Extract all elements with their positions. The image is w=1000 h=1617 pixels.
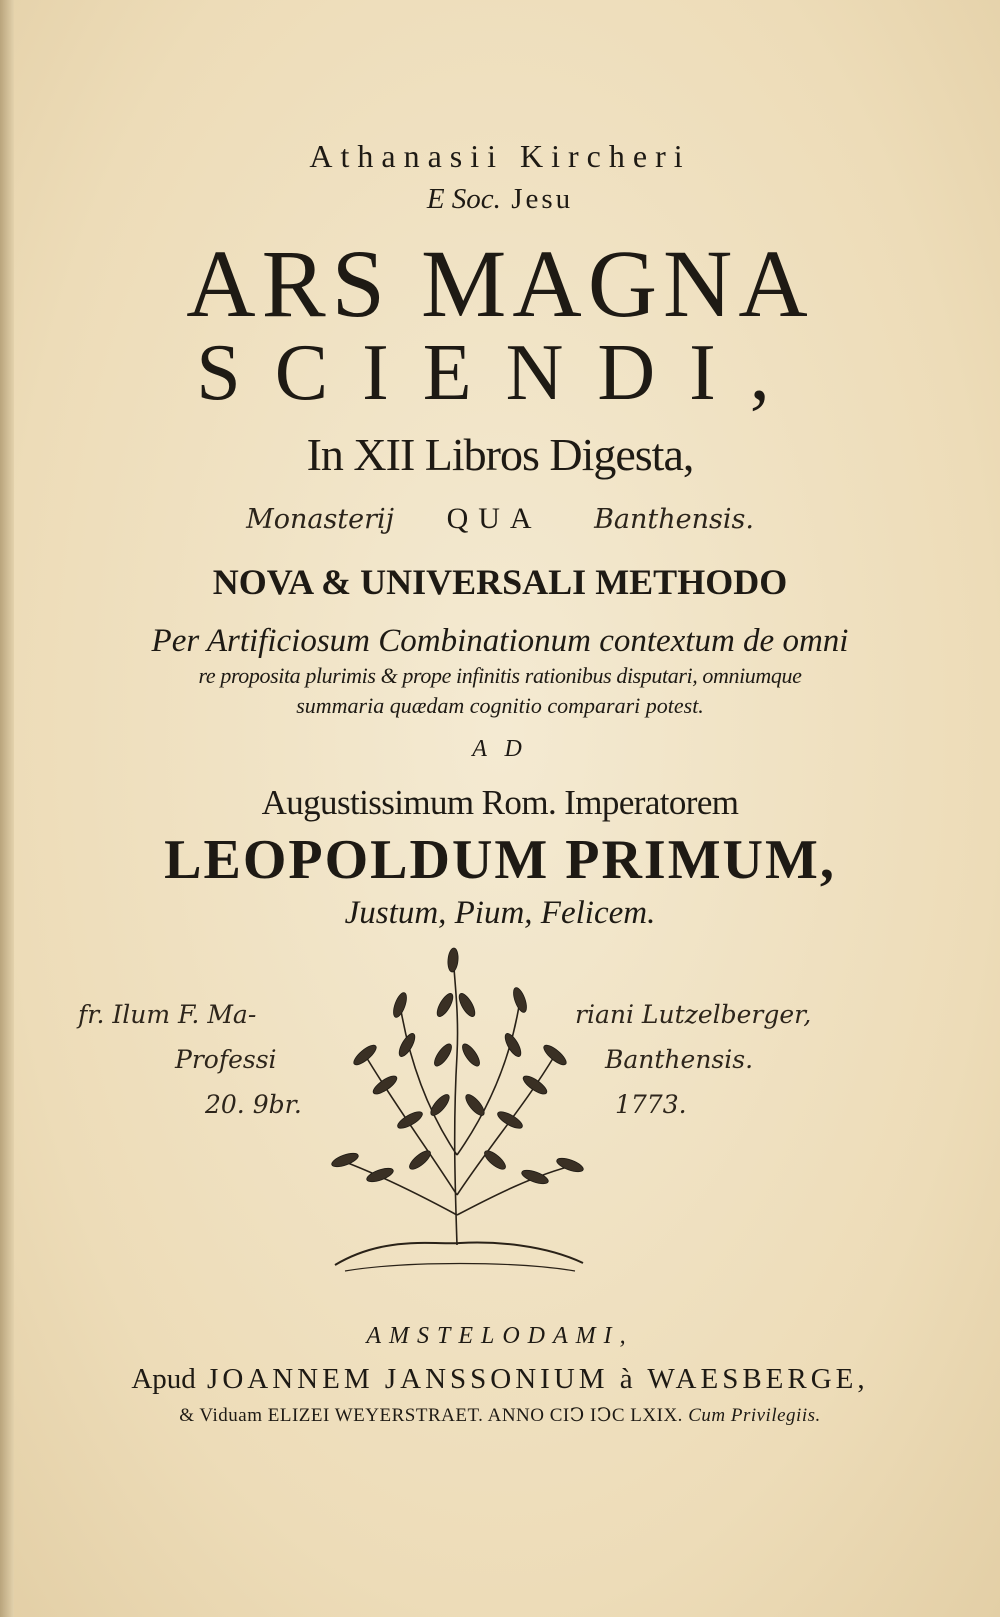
main-title-line-1: ARS MAGNA xyxy=(186,230,814,337)
method-line: NOVA & UNIVERSALI METHODO xyxy=(212,562,788,602)
handwritten-banthensis: Banthensis. xyxy=(594,504,754,535)
printer-prefix: Apud xyxy=(131,1363,196,1395)
society-name: Jesu xyxy=(511,183,574,215)
handwritten-monasterij: Monasterij xyxy=(246,504,395,535)
inscription-right-3: 1773. xyxy=(615,1090,687,1119)
emperor-line: LEOPOLDUM PRIMUM, xyxy=(164,829,836,891)
inscription-left-2: Professi xyxy=(175,1045,277,1074)
subtitle-line-3: summaria quædam cognitio comparari potest. xyxy=(296,693,704,718)
epithets-line: Justum, Pium, Felicem. xyxy=(344,895,656,931)
author-line: Athanasii Kircheri xyxy=(309,138,691,174)
inscription-right-2: Banthensis. xyxy=(605,1045,754,1074)
ad-line: A D xyxy=(472,736,528,762)
subtitle-line-1: Per Artificiosum Combinationum contextum de omni xyxy=(151,623,849,659)
society-line xyxy=(0,183,1000,216)
inscription-right-1: riani Lutzelberger, xyxy=(575,1000,812,1029)
imprint-line xyxy=(0,1404,1000,1427)
printer-line xyxy=(0,1363,1000,1396)
printer-device-plant-icon xyxy=(325,945,590,1285)
books-line: In XII Libros Digesta, xyxy=(306,429,694,480)
place-line: AMSTELODAMI, xyxy=(366,1323,634,1349)
printer-name: JOANNEM JANSSONIUM à WAESBERGE, xyxy=(207,1363,869,1395)
main-title-line-2: SCIENDI, xyxy=(196,329,804,417)
dedication-line: Augustissimum Rom. Imperatorem xyxy=(261,783,739,822)
subtitle-line-2: re proposita plurimis & prope infinitis rationibus disputari, omniumque xyxy=(198,663,802,688)
privilege-text: Cum Privilegiis. xyxy=(688,1405,821,1426)
imprint-text: & Viduam ELIZEI WEYERSTRAET. ANNO CIↃ IↃC LXIX. xyxy=(179,1405,683,1426)
inscription-left-1: fr. Ilum F. Ma- xyxy=(78,1000,257,1029)
qua-line xyxy=(0,502,1000,536)
qua-word: QUA xyxy=(446,502,542,535)
inscription-left-3: 20. 9br. xyxy=(205,1090,302,1119)
society-prefix: E Soc. xyxy=(426,183,501,215)
